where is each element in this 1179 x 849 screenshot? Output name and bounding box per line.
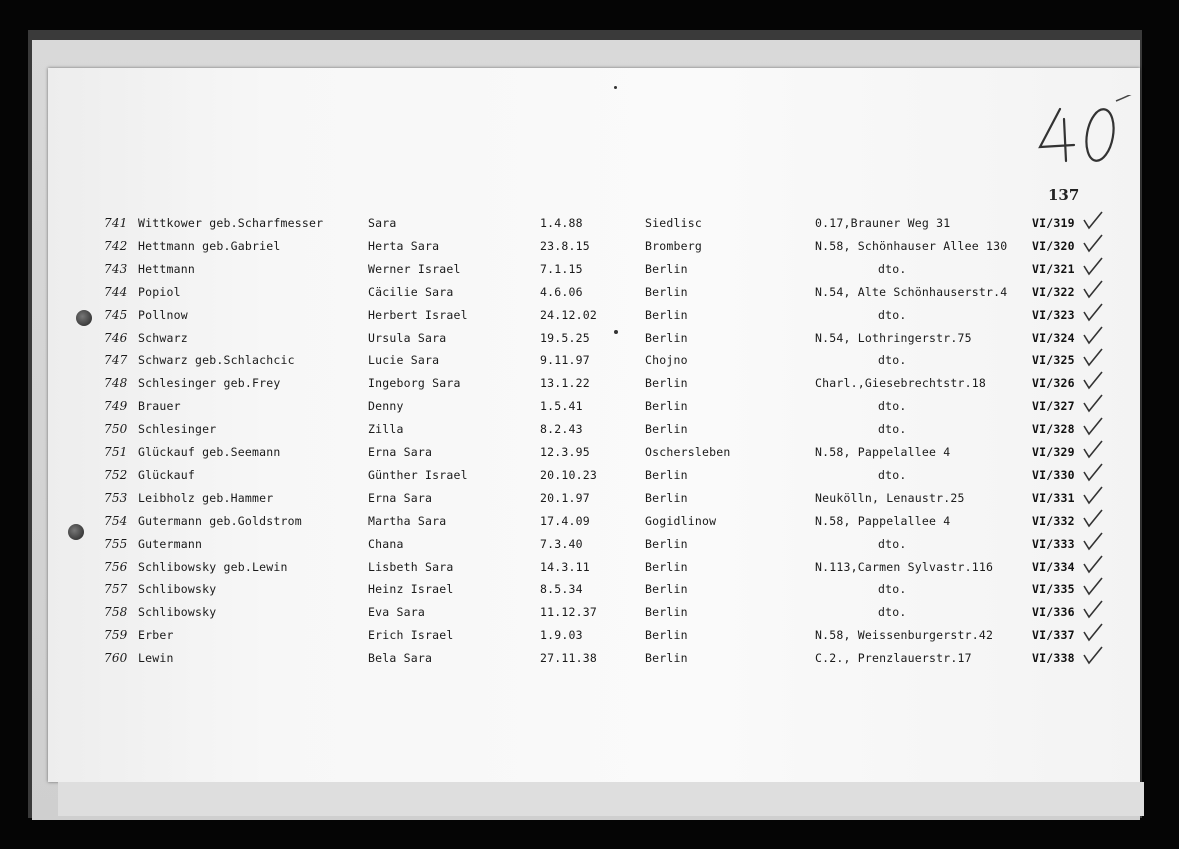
first-name: Erna Sara [368, 490, 433, 505]
reference-number: VI/332 [1032, 513, 1075, 528]
entry-number: 741 [104, 216, 128, 230]
address: N.58, Weissenburgerstr.42 [815, 628, 994, 643]
table-row [0, 422, 1179, 442]
entry-number: 754 [104, 513, 128, 528]
entry-number: 757 [104, 582, 128, 597]
birth-place: Berlin [645, 422, 688, 437]
check-mark-icon [1082, 508, 1104, 528]
surname: Schwarz geb.Schlachcic [138, 353, 295, 368]
birth-place: Oschersleben [645, 445, 731, 459]
birth-date: 8.5.34 [540, 582, 583, 597]
check-mark-icon [1082, 554, 1104, 574]
surname: Hettmann geb.Gabriel [138, 238, 281, 253]
table-row [0, 399, 1179, 419]
table-row [0, 582, 1179, 602]
check-mark-icon [1082, 599, 1104, 619]
birth-date: 12.3.95 [540, 445, 590, 459]
table-row [0, 560, 1179, 580]
surname: Pollnow [138, 307, 188, 322]
entry-number: 755 [104, 536, 128, 551]
birth-date: 14.3.11 [540, 559, 590, 574]
table-row [0, 605, 1179, 625]
table-row [0, 239, 1179, 259]
first-name: Martha Sara [368, 513, 447, 528]
reference-number: VI/329 [1032, 445, 1075, 459]
first-name: Zilla [368, 422, 404, 437]
first-name: Bela Sara [368, 651, 433, 666]
entry-number: 745 [104, 307, 128, 322]
surname: Brauer [138, 399, 181, 414]
table-row [0, 537, 1179, 557]
address: N.113,Carmen Sylvastr.116 [815, 559, 994, 574]
check-mark-icon [1082, 462, 1104, 482]
surname: Lewin [138, 651, 174, 666]
birth-place: Berlin [645, 467, 688, 482]
bottom-strip [58, 782, 1144, 816]
reference-number: VI/333 [1032, 536, 1075, 551]
check-mark-icon [1082, 439, 1104, 459]
address: C.2., Prenzlauerstr.17 [815, 651, 972, 666]
birth-date: 7.3.40 [540, 536, 583, 551]
check-mark-icon [1082, 485, 1104, 505]
first-name: Erna Sara [368, 445, 433, 459]
reference-number: VI/330 [1032, 467, 1075, 482]
address: N.54, Alte Schönhauserstr.4 [815, 284, 1008, 299]
first-name: Günther Israel [368, 467, 468, 482]
birth-place: Gogidlinow [645, 513, 717, 528]
table-row [0, 628, 1179, 648]
birth-place: Chojno [645, 353, 688, 368]
surname: Schlibowsky geb.Lewin [138, 559, 288, 574]
entry-number: 744 [104, 284, 128, 299]
entry-number: 742 [104, 238, 128, 253]
birth-place: Berlin [645, 399, 688, 414]
check-mark-icon [1082, 210, 1104, 230]
surname: Wittkower geb.Scharfmesser [138, 216, 324, 230]
reference-number: VI/328 [1032, 422, 1075, 437]
first-name: Herta Sara [368, 238, 440, 253]
reference-number: VI/338 [1032, 651, 1075, 666]
address: Neukölln, Lenaustr.25 [815, 490, 965, 505]
address: N.54, Lothringerstr.75 [815, 330, 972, 345]
check-mark-icon [1082, 302, 1104, 322]
reference-number: VI/321 [1032, 261, 1075, 276]
table-row [0, 491, 1179, 511]
birth-date: 24.12.02 [540, 307, 597, 322]
birth-date: 11.12.37 [540, 605, 597, 620]
table-row [0, 651, 1179, 671]
reference-number: VI/319 [1032, 216, 1075, 230]
entry-number: 759 [104, 628, 128, 643]
birth-date: 7.1.15 [540, 261, 583, 276]
surname: Gutermann geb.Goldstrom [138, 513, 302, 528]
table-row [0, 445, 1179, 465]
first-name: Denny [368, 399, 404, 414]
table-row [0, 285, 1179, 305]
table-row [0, 353, 1179, 373]
first-name: Cäcilie Sara [368, 284, 454, 299]
address: dto. [878, 605, 907, 620]
address: Charl.,Giesebrechtstr.18 [815, 376, 986, 391]
birth-place: Berlin [645, 651, 688, 666]
first-name: Ingeborg Sara [368, 376, 461, 391]
entry-number: 750 [104, 422, 128, 437]
address: dto. [878, 536, 907, 551]
handwritten-page-mark [1034, 95, 1144, 175]
birth-date: 27.11.38 [540, 651, 597, 666]
birth-place: Siedlisc [645, 216, 702, 230]
surname: Schwarz [138, 330, 188, 345]
table-row [0, 262, 1179, 282]
table-row [0, 216, 1179, 236]
surname: Popiol [138, 284, 181, 299]
birth-date: 4.6.06 [540, 284, 583, 299]
first-name: Chana [368, 536, 404, 551]
address: 0.17,Brauner Weg 31 [815, 216, 951, 230]
birth-date: 13.1.22 [540, 376, 590, 391]
surname: Glückauf [138, 467, 195, 482]
first-name: Heinz Israel [368, 582, 454, 597]
check-mark-icon [1082, 622, 1104, 642]
entry-number: 747 [104, 353, 128, 368]
page-number: 137 [1048, 186, 1080, 204]
surname: Schlesinger geb.Frey [138, 376, 281, 391]
check-mark-icon [1082, 393, 1104, 413]
birth-date: 8.2.43 [540, 422, 583, 437]
surname: Hettmann [138, 261, 195, 276]
entry-number: 752 [104, 467, 128, 482]
birth-place: Berlin [645, 284, 688, 299]
first-name: Lisbeth Sara [368, 559, 454, 574]
address: dto. [878, 261, 907, 276]
table-row [0, 308, 1179, 328]
reference-number: VI/337 [1032, 628, 1075, 643]
first-name: Sara [368, 216, 397, 230]
surname: Schlibowsky [138, 582, 217, 597]
entry-number: 749 [104, 399, 128, 414]
check-mark-icon [1082, 256, 1104, 276]
birth-place: Berlin [645, 536, 688, 551]
reference-number: VI/335 [1032, 582, 1075, 597]
entry-number: 746 [104, 330, 128, 345]
entry-number: 753 [104, 490, 128, 505]
entry-number: 748 [104, 376, 128, 391]
check-mark-icon [1082, 325, 1104, 345]
check-mark-icon [1082, 531, 1104, 551]
reference-number: VI/331 [1032, 490, 1075, 505]
surname: Erber [138, 628, 174, 643]
birth-place: Bromberg [645, 238, 702, 253]
first-name: Erich Israel [368, 628, 454, 643]
table-row [0, 376, 1179, 396]
birth-date: 1.9.03 [540, 628, 583, 643]
first-name: Herbert Israel [368, 307, 468, 322]
address: dto. [878, 422, 907, 437]
address: dto. [878, 399, 907, 414]
entry-number: 760 [104, 651, 128, 666]
reference-number: VI/326 [1032, 376, 1075, 391]
reference-number: VI/324 [1032, 330, 1075, 345]
reference-number: VI/322 [1032, 284, 1075, 299]
address: N.58, Pappelallee 4 [815, 513, 951, 528]
reference-number: VI/323 [1032, 307, 1075, 322]
birth-date: 23.8.15 [540, 238, 590, 253]
birth-place: Berlin [645, 559, 688, 574]
birth-date: 20.10.23 [540, 467, 597, 482]
table-row [0, 514, 1179, 534]
check-mark-icon [1082, 576, 1104, 596]
speck [614, 86, 617, 89]
reference-number: VI/327 [1032, 399, 1075, 414]
check-mark-icon [1082, 645, 1104, 665]
first-name: Ursula Sara [368, 330, 447, 345]
address: N.58, Pappelallee 4 [815, 445, 951, 459]
birth-place: Berlin [645, 307, 688, 322]
check-mark-icon [1082, 279, 1104, 299]
birth-place: Berlin [645, 605, 688, 620]
birth-place: Berlin [645, 376, 688, 391]
address: N.58, Schönhauser Allee 130 [815, 238, 1008, 253]
entry-number: 743 [104, 261, 128, 276]
surname: Leibholz geb.Hammer [138, 490, 274, 505]
entry-number: 758 [104, 605, 128, 620]
birth-place: Berlin [645, 582, 688, 597]
address: dto. [878, 582, 907, 597]
first-name: Lucie Sara [368, 353, 440, 368]
birth-date: 1.4.88 [540, 216, 583, 230]
surname: Glückauf geb.Seemann [138, 445, 281, 459]
table-row [0, 331, 1179, 351]
birth-date: 9.11.97 [540, 353, 590, 368]
first-name: Werner Israel [368, 261, 461, 276]
entry-number: 751 [104, 445, 128, 459]
first-name: Eva Sara [368, 605, 425, 620]
check-mark-icon [1082, 347, 1104, 367]
reference-number: VI/320 [1032, 238, 1075, 253]
birth-date: 17.4.09 [540, 513, 590, 528]
check-mark-icon [1082, 233, 1104, 253]
check-mark-icon [1082, 370, 1104, 390]
birth-date: 20.1.97 [540, 490, 590, 505]
birth-place: Berlin [645, 490, 688, 505]
birth-place: Berlin [645, 261, 688, 276]
reference-number: VI/336 [1032, 605, 1075, 620]
address: dto. [878, 353, 907, 368]
surname: Gutermann [138, 536, 203, 551]
birth-place: Berlin [645, 330, 688, 345]
surname: Schlibowsky [138, 605, 217, 620]
surname: Schlesinger [138, 422, 217, 437]
table-row [0, 468, 1179, 488]
birth-date: 1.5.41 [540, 399, 583, 414]
birth-place: Berlin [645, 628, 688, 643]
entry-number: 756 [104, 559, 128, 574]
reference-number: VI/325 [1032, 353, 1075, 368]
address: dto. [878, 467, 907, 482]
reference-number: VI/334 [1032, 559, 1075, 574]
check-mark-icon [1082, 416, 1104, 436]
address: dto. [878, 307, 907, 322]
birth-date: 19.5.25 [540, 330, 590, 345]
